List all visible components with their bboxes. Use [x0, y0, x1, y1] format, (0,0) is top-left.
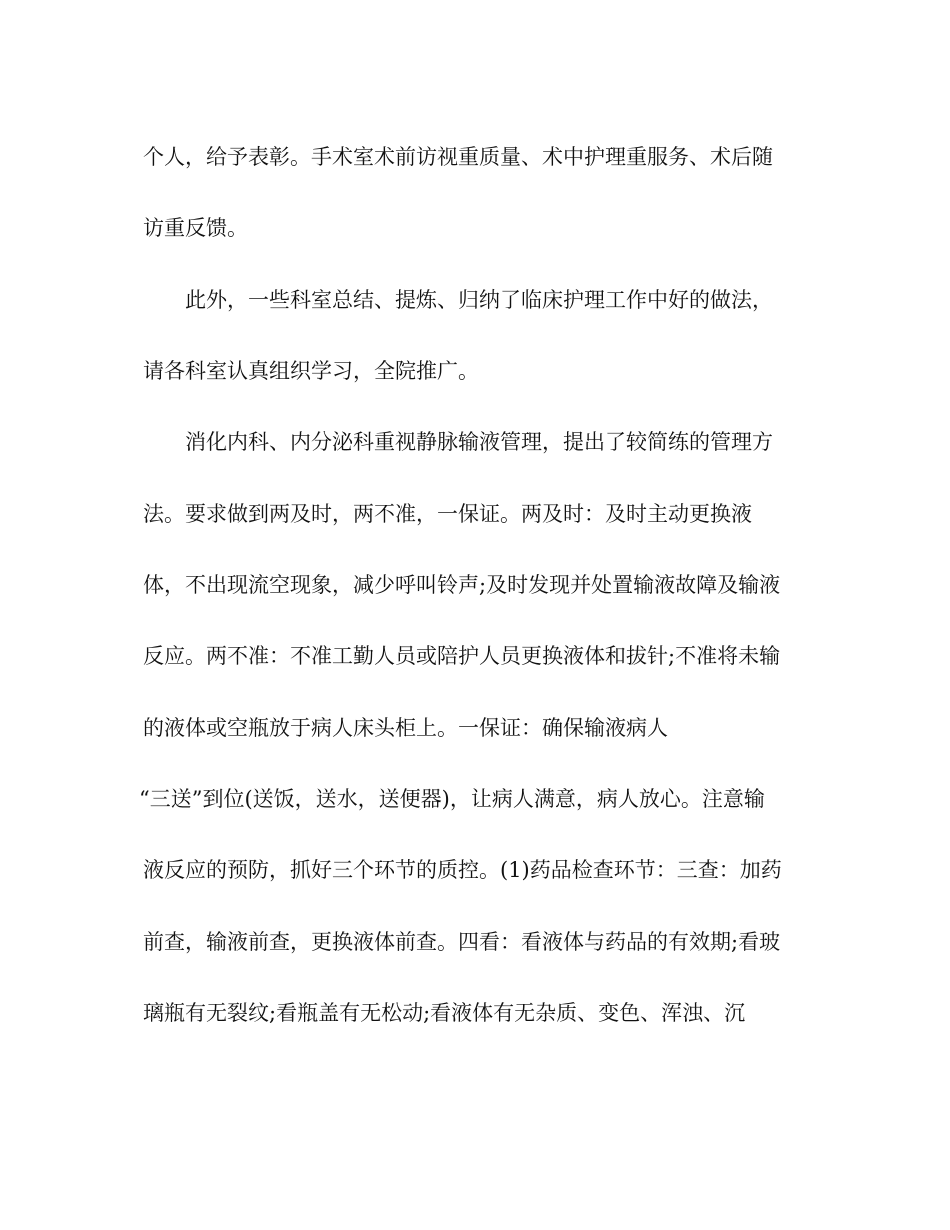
text-line: 法。要求做到两及时，两不准，一保证。两及时：及时主动更换液: [143, 502, 752, 526]
paragraph-first-line: 消化内科、内分泌科重视静脉输液管理，提出了较简练的管理方: [185, 430, 773, 454]
text-line: 请各科室认真组织学习，全院推广。: [143, 359, 479, 383]
text-line: 璃瓶有无裂纹;看瓶盖有无松动;看液体有无杂质、变色、浑浊、沉: [143, 1001, 746, 1025]
text-line: 体，不出现流空现象，减少呼叫铃声;及时发现并处置输液故障及输液: [143, 573, 781, 597]
text-line: 访重反馈。: [143, 216, 248, 240]
text-line: 前查，输液前查，更换液体前查。四看：看液体与药品的有效期;看玻: [143, 930, 781, 954]
text-line: “三送”到位(送饭，送水，送便器)，让病人满意，病人放心。注意输: [139, 787, 765, 811]
text-line: 反应。两不准：不准工勤人员或陪护人员更换液体和拔针;不准将未输: [143, 644, 781, 668]
paragraph-first-line: 此外，一些科室总结、提炼、归纳了临床护理工作中好的做法，: [185, 288, 773, 312]
text-line: 个人，给予表彰。手术室术前访视重质量、术中护理重服务、术后随: [143, 145, 773, 169]
text-line: 的液体或空瓶放于病人床头柜上。一保证：确保输液病人: [143, 716, 668, 740]
text-line: 液反应的预防，抓好三个环节的质控。(1)药品检查环节：三查：加药: [143, 858, 782, 882]
